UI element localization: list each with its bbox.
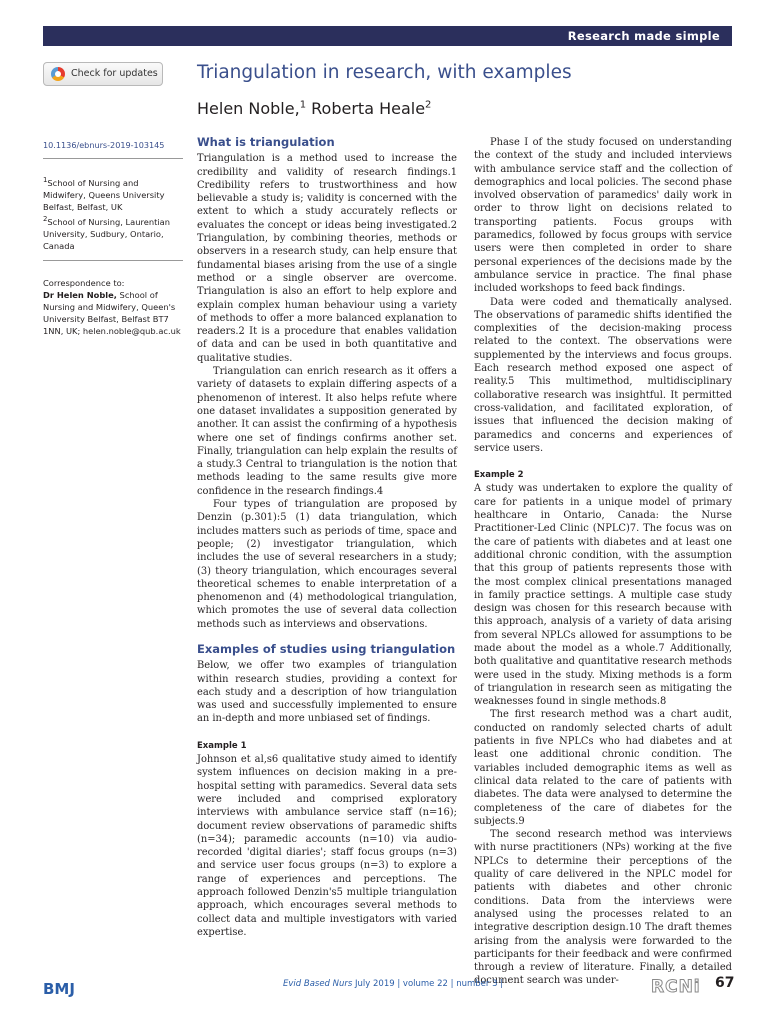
paragraph: The first research method was a chart audit, conducted on randomly selected charts of adult patients in five NPLCs who had diabetes and at least one additional chronic condition. The variables included demographic items as well as clinical data related to the care of patients with diabetes. The data were analysed to determine the completeness of the care of diabetes for the subjects.9 <box>474 709 732 827</box>
journal-name: Evid Based Nurs <box>283 979 353 989</box>
article-authors <box>197 99 431 118</box>
author-2: Roberta Heale <box>306 99 426 118</box>
author-1: Helen Noble, <box>197 99 300 118</box>
affiliation-2-text: School of Nursing, Laurentian University, Sudbury, Ontario, Canada <box>43 216 170 251</box>
paragraph: A study was undertaken to explore the quality of care for patients in a unique model of primary healthcare in Ontario, Canada: the Nurse Practitioner-Led Clinic (NPLC)7. The focus was on the care of patients with diabetes and at least one additional chronic condition, with the assumption that this group of patients represents those with the most complex clinical presentations managed in family practice settings. A multiple case study design was chosen for this research because with this approach, analysis of a variety of data arising from several NPLCs allowed for assumptions to be made about the model as a whole.7 Additionally, both qualitative and quantitative research methods were used in the study. Mixing methods is a form of triangulation in research seen as mitigating the weaknesses found in single methods.8 <box>474 483 732 708</box>
correspondence-details <box>43 289 183 337</box>
heading-what-is-triangulation: What is triangulation <box>197 135 335 149</box>
section-banner <box>43 26 732 46</box>
affiliation-1-sup: 1 <box>43 176 48 184</box>
page-number: 67 <box>715 975 735 991</box>
bmj-logo: BMJ <box>43 980 75 998</box>
affiliation-2-sup: 2 <box>43 214 48 223</box>
article-title: Triangulation in research, with examples <box>197 62 572 83</box>
heading-examples: Examples of studies using triangulation <box>197 641 456 656</box>
affiliation-1-text: School of Nursing and Midwifery, Queens University Belfast, Belfast, UK <box>43 177 165 212</box>
paragraph: The second research method was interviews with nurse practitioners (NPs) working at the five NPLCs to determine their perceptions of the quality of care delivered in the NPLC model for patients with diabetes and other chronic conditions. Data from the interviews were analysed using the processes related to an integrative description design.10 The draft themes arising from the analysis were forwarded to the participants for their feedback and were confirmed through a review of literature. Finally, a detailed document search was under- <box>474 829 732 987</box>
author-2-sup: 2 <box>425 99 432 111</box>
correspondence-text: School of Nursing and Midwifery, Queen's University Belfast, Belfast BT7 1NN, UK; helen.noble@qub.ac.uk <box>43 290 181 336</box>
sidebar-divider <box>43 260 183 261</box>
paragraph: Triangulation is a method used to increase the credibility and validity of research findings.1 Credibility refers to trustworthiness and how believable a study is; validity is concerned with the extent to which a study accurately reflects or evaluates the concept or ideas being investigated.2 Triangulation, by combining theories, methods or observers in a research study, can help ensure that fundamental biases arising from the use of a single method or a single observer are overcome. Triangulation is also an effort to help explore and explain complex human behaviour using a variety of methods to offer a more balanced explanation to readers.2 It is a procedure that enables validation of data and can be used in both quantitative and qualitative studies. <box>197 153 457 364</box>
paragraph: Johnson et al,s6 qualitative study aimed to identify system influences on decision making in a pre-hospital setting with paramedics. Several data sets were included and comprised exploratory interviews with ambulance service staff (n=16); document review observations of paramedic shifts (n=34); paramedic accounts (n=10) via audio-recorded 'digital diaries'; staff focus groups (n=3) and service user focus groups (n=3) to explore a range of experiences and perceptions. The approach followed Denzin's5 multiple triangulation approach, which encourages several methods to collect data and multiple investigators with varied expertise. <box>197 754 457 938</box>
affiliation-2 <box>43 213 183 252</box>
author-1-sup: 1 <box>299 99 307 111</box>
column-right <box>474 136 732 988</box>
heading-example-1: Example 1 <box>197 740 247 751</box>
paragraph: Phase I of the study focused on understanding the context of the study and included interviews with ambulance service staff and the collection of demographics and local policies. The second phase involved observation of paramedics' daily work in order to throw light on decisions related to transporting patients. Focus groups with paramedics, followed by focus groups with service users were then completed in order to share personal experiences of the decisions made by the ambulance service in practice. The final phase included workshops to feed back findings. <box>474 137 732 295</box>
paragraph: Four types of triangulation are proposed by Denzin (p.301):5 (1) data triangulation, which includes matters such as periods of time, space and people; (2) investigator triangulation, which includes the use of several researchers in a study; (3) theory triangulation, which encourages several theoretical schemes to enable interpretation of a phenomenon and (4) methodological triangulation, which promotes the use of several data collection methods such as interviews and observations. <box>197 499 457 630</box>
check-for-updates-label: Check for updates <box>71 68 158 79</box>
journal-citation <box>283 979 503 989</box>
affiliations <box>43 174 183 252</box>
journal-issue: July 2019 | volume 22 | number 3 | <box>352 979 504 989</box>
correspondence <box>43 277 183 337</box>
paragraph: Triangulation can enrich research as it offers a variety of datasets to explain differing aspects of a phenomenon of interest. It also helps refute where one dataset invalidates a supposition generated by another. It can assist the confirming of a hypothesis where one set of findings confirms another set. Finally, triangulation can help explain the results of a study.3 Central to triangulation is the notion that methods leading to the same results give more confidence in the research findings.4 <box>197 366 457 497</box>
banner-label: Research made simple <box>567 29 720 43</box>
affiliation-1 <box>43 174 183 213</box>
check-for-updates-button[interactable] <box>43 62 163 86</box>
doi-link[interactable]: 10.1136/ebnurs-2019-103145 <box>43 140 165 150</box>
paragraph: Data were coded and thematically analysed. The observations of paramedic shifts identified the complexities of the decision-making process related to the context. The observations were supplemented by the interviews and focus groups. Each research method exposed one aspect of reality.5 This multimethod, multidisciplinary collaborative research was insightful. It permitted cross-validation, and facilitated exploration, of issues that influenced the decision making of paramedics and concerns and experiences of service users. <box>474 296 732 454</box>
heading-example-2: Example 2 <box>474 470 524 481</box>
paragraph: Below, we offer two examples of triangulation within research studies, providing a context for each study and a description of how triangulation was used and successfully implemented to ensure an in-depth and more unbiased set of findings. <box>197 660 457 725</box>
crossmark-icon <box>51 67 65 81</box>
sidebar-divider <box>43 158 183 159</box>
correspondence-name: Dr Helen Noble, <box>43 290 117 300</box>
column-left <box>197 136 457 939</box>
correspondence-label: Correspondence to: <box>43 278 125 288</box>
rcni-logo: RCNi <box>651 977 701 997</box>
